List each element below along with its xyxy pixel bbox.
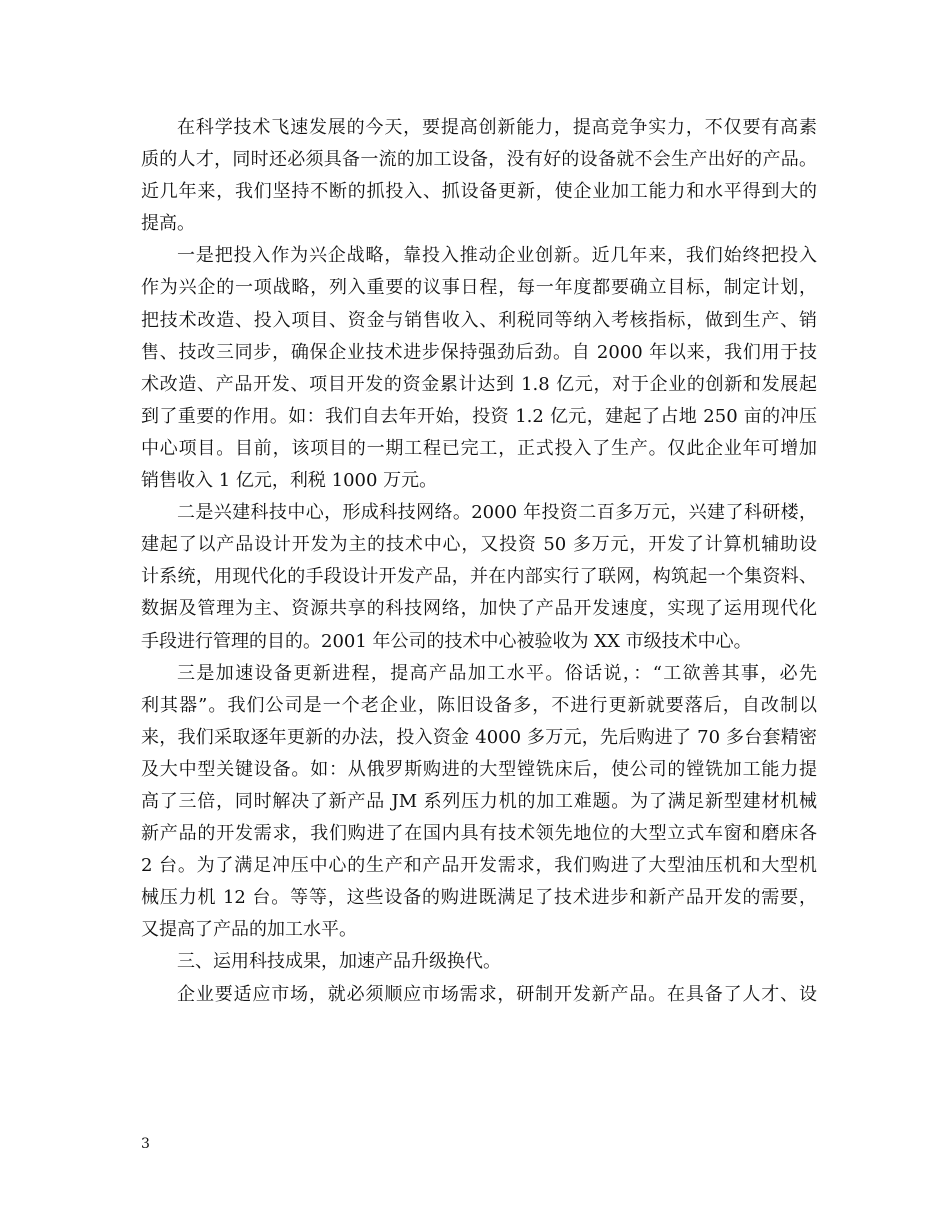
text-line: 到了重要的作用。如：我们自去年开始，投资 1.2 亿元，建起了占地 250 亩的冲压 [141, 405, 817, 427]
body-text [141, 112, 817, 1011]
text-line: 术改造、产品开发、项目开发的资金累计达到 1.8 亿元，对于企业的创新和发展起 [141, 373, 817, 395]
paragraph-equipment-update [141, 658, 817, 947]
text-line: 售、技改三同步，确保企业技术进步保持强劲后劲。自 2000 年以来，我们用于技 [141, 341, 817, 363]
text-line: 手段进行管理的目的。2001 年公司的技术中心被验收为 XX 市级技术中心。 [141, 630, 752, 652]
paragraph-tech-center [141, 497, 817, 657]
page-number: 3 [141, 1136, 150, 1152]
text-line: 械压力机 12 台。等等，这些设备的购进既满足了技术进步和新产品开发的需要， [141, 887, 817, 909]
text-line: 在科学技术飞速发展的今天，要提高创新能力，提高竞争实力，不仅要有高素 [177, 117, 817, 138]
text-line: 把技术改造、投入项目、资金与销售收入、利税同等纳入考核指标，做到生产、销 [141, 309, 817, 331]
text-line: 及大中型关键设备。如：从俄罗斯购进的大型镗铣床后，使公司的镗铣加工能力提 [141, 758, 817, 780]
text-line: 数据及管理为主、资源共享的科技网络，加快了产品开发速度，实现了运用现代化 [141, 598, 817, 620]
text-line: 近几年来，我们坚持不断的抓投入、抓设备更新，使企业加工能力和水平得到大的 [141, 181, 817, 203]
text-line: 三、运用科技成果，加速产品升级换代。 [177, 951, 501, 973]
paragraph-intro [141, 112, 817, 240]
text-line: 2 台。为了满足冲压中心的生产和产品开发需求，我们购进了大型油压机和大型机 [141, 855, 817, 877]
text-line: 中心项目。目前，该项目的一期工程已完工，正式投入了生产。仅此企业年可增加 [141, 437, 817, 459]
text-line: 企业要适应市场，就必须顺应市场需求，研制开发新产品。在具备了人才、设 [177, 983, 817, 1005]
text-line: 来，我们采取逐年更新的办法，投入资金 4000 多万元，先后购进了 70 多台套精密 [141, 726, 817, 748]
text-line: 作为兴企的一项战略，列入重要的议事日程，每一年度都要确立目标，制定计划， [141, 277, 817, 299]
text-line: 高了三倍，同时解决了新产品 JM 系列压力机的加工难题。为了满足新型建材机械 [141, 790, 817, 812]
paragraph-investment-strategy [141, 240, 817, 497]
text-line: 计系统，用现代化的手段设计开发产品，并在内部实行了联网，构筑起一个集资料、 [141, 566, 817, 588]
text-line: 一是把投入作为兴企战略，靠投入推动企业创新。近几年来，我们始终把投入 [177, 245, 817, 267]
paragraph-market [141, 979, 817, 1011]
section-heading [141, 946, 817, 978]
text-line: 二是兴建科技中心，形成科技网络。2000 年投资二百多万元，兴建了科研楼， [177, 502, 817, 524]
text-line: 又提高了产品的加工水平。 [141, 919, 357, 941]
text-line: 销售收入 1 亿元，利税 1000 万元。 [141, 470, 438, 492]
text-line: 新产品的开发需求，我们购进了在国内具有技术领先地位的大型立式车窗和磨床各 [141, 823, 817, 845]
text-line: 质的人才，同时还必须具备一流的加工设备，没有好的设备就不会生产出好的产品。 [141, 149, 817, 171]
text-line: 建起了以产品设计开发为主的技术中心，又投资 50 多万元，开发了计算机辅助设 [141, 534, 817, 556]
text-line: 利其器”。我们公司是一个老企业，陈旧设备多，不进行更新就要落后，自改制以 [141, 694, 817, 716]
text-line: 三是加速设备更新进程，提高产品加工水平。俗话说，：“工欲善其事，必先 [177, 662, 817, 684]
text-line: 提高。 [141, 213, 195, 235]
